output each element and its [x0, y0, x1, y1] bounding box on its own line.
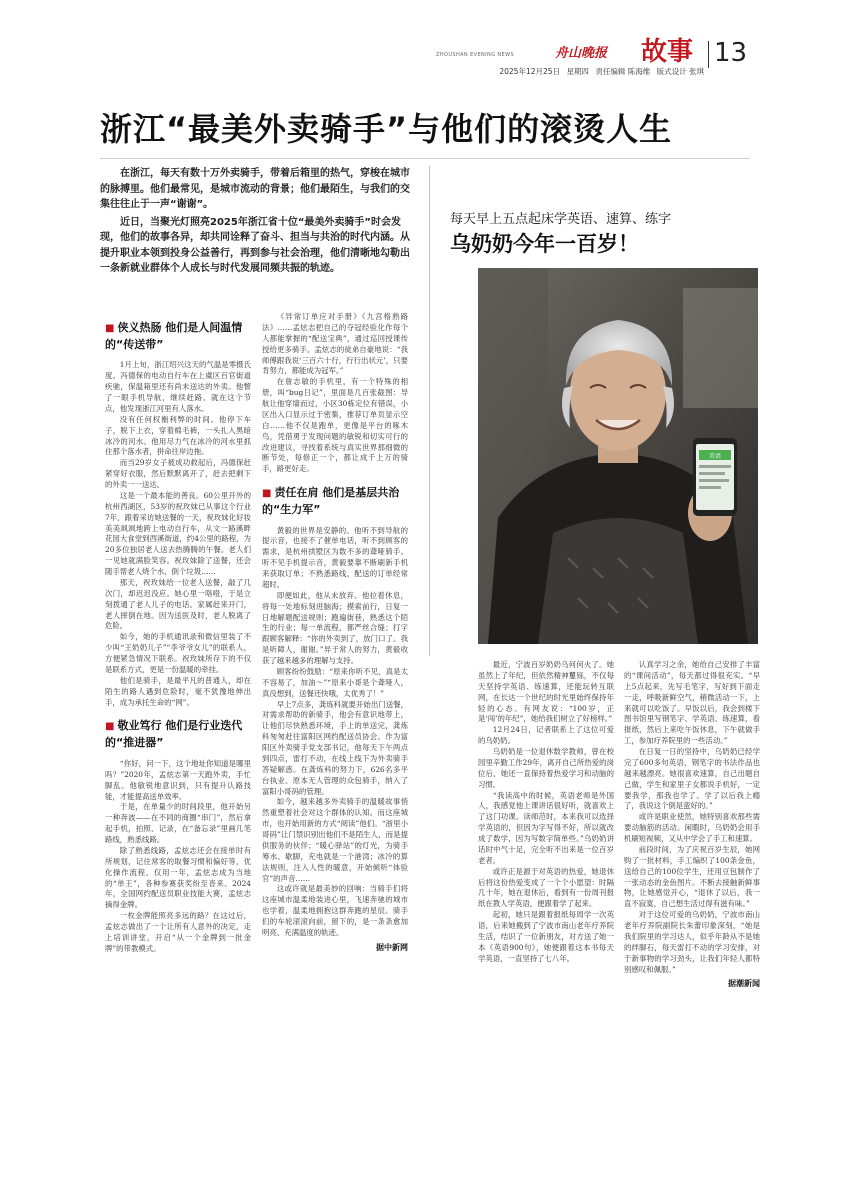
story2-credit: 据潮新闻	[728, 979, 760, 989]
section-name: 故事	[641, 37, 694, 67]
subheading	[105, 718, 251, 750]
phone-screen-label: 英语	[708, 453, 722, 460]
headline-rule	[100, 158, 750, 159]
story2-paragraph: 或许是职业使然，她特别喜欢那些需要动脑筋的活动。闲暇时，乌奶奶会用手机刷短视频，又从中学会了手工和速算。	[624, 812, 760, 843]
story1-paragraph: 一枚金牌能照亮多远的路？在这过后，孟炫志做出了一个让所有人意外的决定，走上培训讲堂，开启“从一个金牌到一批金牌”的带教模式。	[105, 911, 251, 953]
story1-column-2	[262, 312, 408, 1162]
editor-credit: 责任编辑 陈海维	[595, 67, 651, 76]
issue-weekday: 星期四	[566, 67, 589, 76]
story2-column-2	[624, 660, 760, 1160]
issue-meta	[430, 66, 704, 77]
page-headline: 浙江“最美外卖骑手”与他们的滚烫人生	[100, 110, 673, 148]
story1-column-1	[105, 320, 251, 1180]
square-bullet-icon: ■	[105, 323, 115, 334]
story1-paragraph: 早上7点多，龚炼科就要开始出门送餐，对需求帮助的新骑手，他会有意识地带上，让他们尽快熟悉环境，手上的单送完，龚炼科匆匆赶往富阳区网约配送员协会。作为富阳区外卖骑手党支部书记，他每天下午两点到四点，雷打不动，在线上线下为外卖骑手答疑解惑。在龚炼科的努力下，626名多平台执业、原本无人管理的众包骑手，纳入了富阳小哥码的管理。	[262, 699, 408, 796]
masthead-english-name: ZHOUSHAN EVENING NEWS	[436, 52, 515, 58]
subheading-text: 敬业笃行 他们是行业迭代的“推进器”	[105, 719, 243, 749]
square-bullet-icon: ■	[262, 488, 272, 500]
subheading-text: 责任在肩 他们是基层共治的“生力军”	[262, 486, 400, 516]
story1-paragraph: 于是，在单量少的时间段里，他开始另一种奔波——在不同的商圈“串门”，然后拿起手机，拍照、记录，在“备忘录”里画几笔路线，熟悉线路。	[105, 802, 251, 844]
story2-paragraph: 乌奶奶是一位退休数学教师，曾在校园里辛勤工作29年，离开自己所热爱的岗位后，她还一直保持着热爱学习和动脑的习惯。	[478, 747, 614, 789]
story1-paragraph: 即便如此，他从未放弃。他拉着休息，将每一处地标刻进脑海；摸索前行，日复一日地解题配送规则；跑遍街巷，熟悉这个陌生的行业；每一单流程，都严丝合缝；打字跟顾客解释：“你的外卖到了，放门口了。我是听障人，谢谢。”异于常人的努力，黄毅收获了越来越多的理解与支持。	[262, 590, 408, 666]
subheading-text: 侠义热肠 他们是人间温情的“传送带”	[105, 321, 243, 351]
story1-credit: 据中新网	[376, 942, 408, 952]
story1-paragraph: 那天，祝玫妹给一位老人送餐，敲了几次门，却迟迟没应。她心里一咯噔，于是立刻拨通了老人儿子的电话。家属赶来开门，老人摔倒在地。因为送医及时，老人脱离了危险。	[105, 577, 251, 631]
subheading	[262, 485, 408, 517]
story1-paragraph: 如今，越来越多外卖骑手的温暖故事悄然重塑着社会对这个群体的认知。而这座城市，也开始用新的方式“阅读”他们。“浙里小哥码”让门禁识别出他们不是陌生人，而是提供服务的伙伴；“暖心驿站”的灯光，为骑手筹水、歇脚，充电就是一个港湾；冰冷的算法规则，注入人性的暖意，开始倾听“体验官”的声音……	[262, 797, 408, 883]
designer-credit: 版式设计 张琪	[656, 67, 704, 76]
masthead-divider	[708, 41, 709, 68]
story1-paragraph: 《异常订单应对手册》《九宫格熟路法》……孟炫志把自己的夺冠经验化作每个人都能掌握的“配送宝典”，通过巡回授课传授给更多骑手。孟炫志的徒弟自豪地说：“我师傅跟我说‘三百六十行，行行出状元’，只要肯努力，都能成为冠军。”	[262, 312, 408, 376]
story2-column-1	[478, 660, 614, 1160]
story2-photo	[478, 268, 758, 644]
story2-paragraph: 认真学习之余，她给自己安排了丰富的“课间活动”，每天都过得很充实。“早上5点起来，先写毛笔字，写好到下面走一走，呼吸新鲜空气，稍微活动一下，上来就可以吃饭了。早饭以后，我会到楼下图书馆里写钢笔字、学英语、练速算，看报纸，然后上来吃午饭休息，下午就做手工，参加疗养院里的一些活动。”	[624, 660, 760, 746]
story1-paragraph: 1月上旬，浙江绍兴这天的气温是零摄氏度。冯德保的电动自行车在上虞区百官街道疾驰，保温箱里还有尚未送达的外卖。他瞥了一眼手机导航，继续赶路。就在这个节点，他发现浙江河里有人落水。	[105, 360, 251, 413]
story2-paragraph: 对于这位可爱的乌奶奶，宁波市南山老年疗养院副院长朱蕾印象深刻，“她是我们院里的学习达人，似乎年龄从不是她的绊脚石，每天雷打不动的学习安排，对于新事物的学习劲头，让我们年轻人都特别感叹和佩服。”	[624, 910, 760, 974]
lead-paragraph: 近日，当聚光灯照亮2025年浙江省十位“最美外卖骑手”时会发现，他们的故事各异，却共同诠释了奋斗、担当与共治的时代内涵。从提升职业本领到投身公益善行，再到参与社会治理，他们清晰地勾勒出一条新就业群体个人成长与时代发展同频共振的轨迹。	[100, 216, 410, 274]
masthead	[0, 0, 842, 80]
story1-paragraph: 顾客纷纷鼓励：“原来你听不见，真是太不容易了，加油～”“原来小哥是个聋哑人，真没想到，送餐还快哦，太优秀了！”	[262, 666, 408, 698]
subheading	[105, 320, 251, 352]
story1-paragraph: 在詹志敏的手机里，有一个特殊的相册，叫“bug日记”，里面是几百张截图：导航让他穿墙而过，小区30栋定位有错误，小区出入口显示过于密集，推荐订单页显示空白……他不仅是跑单，更像是平台的啄木鸟，凭借勇于发现问题的敏锐和切实可行的改进建议，寻找着系统与真实世界那细微的断节处，每修正一个，都让成千上万的骑手，路更好走。	[262, 377, 408, 474]
story1-paragraph: 这是一个最本能的善良。60公里开外的杭州西湖区，53岁的祝玫妹已从事这个行业7年，跟着采访她送餐的一天，祝玫妹化好妆美美飒飒地跨上电动自行车，从文一路溪畔花园大食堂到西溪街道，约4公里的路程，为20多位独居老人送去热腾腾的午餐。老人们一见她就满脸笑容。祝玫妹除了送餐，还会随手帮老人烧个水、倒个垃圾……	[105, 490, 251, 577]
story2-paragraph: “我读高中的时候，英语老师是外国人，我感觉他上课讲话很好听，就喜欢上了这门功课。读师范时，本来我可以选择学英语的，但因为字写得不好，所以就改成了数学，因为写数字简单些。”乌奶奶讲话时中气十足，完全听不出来是一位百岁老者。	[478, 790, 614, 865]
story2-paragraph: 前段时间，为了庆祝百岁生辰，她网购了一批材料，手工编织了100条金鱼，送给自己的100位学生，还用豆包制作了一张动态的金鱼图片。不断去接触新鲜事物，让她感觉开心，“退休了以后，我一直不寂寞，自己想生活过得有滋有味。”	[624, 844, 760, 909]
square-bullet-icon: ■	[105, 721, 115, 733]
story1-paragraph: 没有任何权衡利弊的时间。他停下车子，脱下上衣，穿着棉毛裤，一头扎入黑暗冰冷的河水。他用尽力气在冰冷的河水里抓住那个落水者，拼命往岸边拖。	[105, 414, 251, 457]
story2-paragraph: 在日复一日的坚持中，乌奶奶已经学完了600多句英语，钢笔字的书法作品也越来越漂亮。她很喜欢速算，自己出题自己做，学生和家里子女都说手机好，一定要我学，那我也学了。学了以后我上瘾了，我说这个倒是蛮好的。”	[624, 747, 760, 811]
story1-paragraph: 这或许就是最美妙的回响：当骑手们将这座城市温柔地装进心里，飞速奔驰的城市也学着，温柔地拥抱这群奔跑的星辰。骑手们的车轮滚滚向前，留下的，是一条条愈加明亮、充满温度的轨迹。	[262, 884, 408, 937]
elderly-woman-photo	[478, 268, 758, 644]
story2-title: 乌奶奶今年一百岁！	[450, 232, 639, 256]
column-divider	[429, 166, 430, 656]
issue-date: 2025年12月25日	[499, 67, 561, 76]
lead-paragraph: 在浙江，每天有数十万外卖骑手，带着后箱里的热气，穿梭在城市的脉搏里。他们最常见，是城市流动的背景；他们最陌生，与我们的交集往往止于一声“谢谢”。	[100, 168, 410, 210]
story2-paragraph: 最近，宁波百岁奶奶乌何何火了。她虽然上了年纪，但依然精神矍铄，不仅每天坚持学英语、练速算，还能玩转互联网，在长达一个世纪的时光里始终保持年轻的心态。有网友说：“100岁，正是‘闯’的年纪”，她给我们树立了好榜样。”	[478, 660, 614, 724]
page-number: 13	[714, 38, 748, 68]
story1-paragraph: 黄毅的世界是安静的。他听不到导航的提示音，也接不了催单电话，听不到顾客的需求，是杭州拱墅区为数不多的聋哑骑手。听不见手机提示音，黄毅要靠不断刷新手机来获取订单；不熟悉路线，配送的订单经常超时。	[262, 525, 408, 589]
story2-kicker: 每天早上五点起床学英语、速算、练字	[450, 212, 672, 227]
story1-paragraph: 而当29岁女子被成功救起后，冯德保赶紧穿好衣服，然后默默离开了，赶去把剩下的外卖一一送达。	[105, 458, 251, 490]
story1-paragraph: 除了熟悉线路，孟炫志还会在接单时有所规划，记住常客的取餐习惯和偏好等，优化操作流程。仅用一年，孟炫志成为当地的“单王”，各种参赛获奖纷至沓来。2024年，全国网约配送员职业技能大赛，孟炫志摘得金牌。	[105, 845, 251, 910]
masthead-logo: 舟山晚报	[555, 46, 608, 61]
story1-paragraph: 他们是骑手，是最平凡的普通人，却在陌生的路人遇到危险时，毫不犹豫地伸出手，成为承托生命的“网”。	[105, 675, 251, 707]
lead-paragraphs	[100, 166, 418, 279]
story2-paragraph: 12月24日，记者联系上了这位可爱的乌奶奶。	[478, 725, 614, 746]
story2-paragraph: 起初，她只是跟着报纸每周学一次英语，后来她搬到了宁波市南山老年疗养院生活，结识了一位新朋友，对方送了她一本《英语900句》，她便跟着这本书每天学英语，一直坚持了七八年。	[478, 910, 614, 963]
story1-paragraph: “你好，问一下，这个地址你知道是哪里吗？”2020年，孟炫志第一天跑外卖，手忙脚乱。他敏锐地意识到，只有提升认路技能，才能提高送单效率。	[105, 758, 251, 801]
story1-paragraph: 如今，她的手机通讯录和微信里装了不少叫“王奶奶儿子”“李爷爷女儿”的联系人，方便紧急情况下联系。祝玫妹所存下的不仅是联系方式，更是一份温暖的牵挂。	[105, 632, 251, 674]
story2-paragraph: 或许正是源于对英语的热爱，她退休后将这份热爱变成了一个个小愿望：时隔几十年，她在退休后，看到有一份周刊报纸在教人学英语，便跟着学了起来。	[478, 866, 614, 909]
